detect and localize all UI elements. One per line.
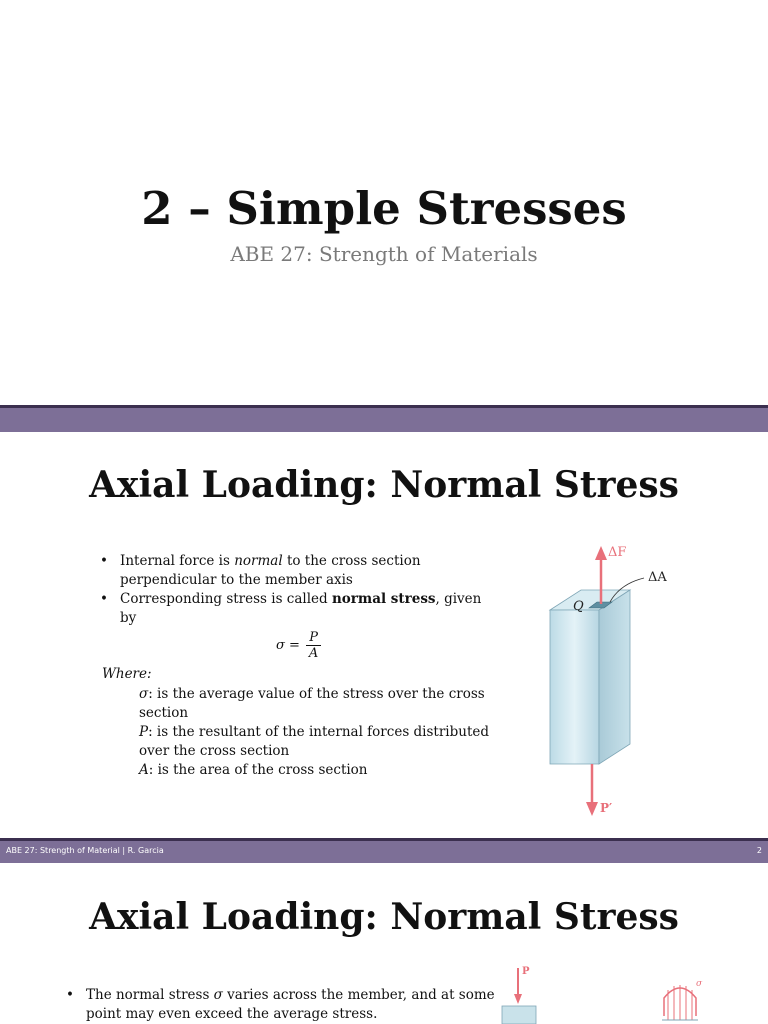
- stress-distribution-figure: [658, 976, 708, 1024]
- slide-3-title: Axial Loading: Normal Stress: [89, 896, 679, 938]
- bullet-text: Corresponding stress is called: [120, 591, 332, 607]
- reaction-arrowhead: [586, 802, 598, 816]
- block-front-face: [550, 610, 599, 764]
- formula-numerator: P: [309, 630, 318, 645]
- formula-denominator: A: [306, 645, 321, 661]
- slide-1-title: 2 – Simple Stresses: [141, 182, 627, 235]
- force-label: ΔF: [608, 545, 627, 560]
- slide-2-title: Axial Loading: Normal Stress: [89, 464, 679, 506]
- reaction-label: P′: [600, 801, 613, 815]
- load-arrowhead: [514, 994, 522, 1004]
- formula-fraction: [306, 630, 321, 661]
- bullet-text: varies across the member, and at some point may even exceed the average stress.: [86, 987, 495, 1022]
- bar-top: [502, 1006, 536, 1024]
- bullet-strong: normal stress: [331, 591, 436, 607]
- definition-text: : is the area of the cross section: [148, 762, 368, 778]
- formula-lhs: σ =: [276, 638, 300, 653]
- definition-symbol: P: [139, 724, 149, 740]
- slide-1-subtitle: ABE 27: Strength of Materials: [230, 242, 538, 266]
- sigma-label: σ: [696, 979, 703, 989]
- slide-3-bullets: [66, 986, 496, 1024]
- normal-stress-formula: [276, 630, 321, 661]
- where-label: Where:: [102, 666, 152, 682]
- block-side-face: [599, 590, 630, 764]
- bullet-normal-stress: [100, 590, 500, 628]
- slide-2-bullets: [100, 552, 500, 628]
- load-label: P: [522, 966, 530, 977]
- definition-symbol: σ: [139, 686, 149, 702]
- definition-text: : is the average value of the stress over the cross section: [139, 686, 485, 721]
- axial-loading-figure: [540, 538, 680, 822]
- point-label: Q: [573, 599, 584, 614]
- page-number: 2: [756, 846, 762, 855]
- definitions: [139, 685, 499, 780]
- definition-p: [139, 723, 499, 761]
- definition-sigma: [139, 685, 499, 723]
- area-label: ΔA: [648, 570, 667, 585]
- slide-footer: [0, 841, 768, 863]
- bullet-text: Internal force is: [120, 553, 235, 569]
- bullet-text: , given by: [120, 591, 482, 626]
- bullet-symbol: σ: [213, 987, 223, 1003]
- definition-symbol: A: [139, 762, 149, 778]
- definition-text: : is the resultant of the internal forces distributed over the cross section: [139, 724, 490, 759]
- definition-a: [139, 761, 499, 780]
- loaded-bar-figure: [500, 962, 546, 1024]
- slide-divider-band: [0, 408, 768, 432]
- footer-course: ABE 27: Strength of Material | R. Garcia: [6, 846, 164, 855]
- bullet-internal-force: [100, 552, 500, 590]
- bullet-text: to the cross section perpendicular to the member axis: [120, 553, 421, 588]
- force-arrowhead: [595, 546, 607, 560]
- bullet-stress-varies: [66, 986, 496, 1024]
- bullet-emphasis: normal: [234, 553, 283, 569]
- bullet-text: The normal stress: [86, 987, 214, 1003]
